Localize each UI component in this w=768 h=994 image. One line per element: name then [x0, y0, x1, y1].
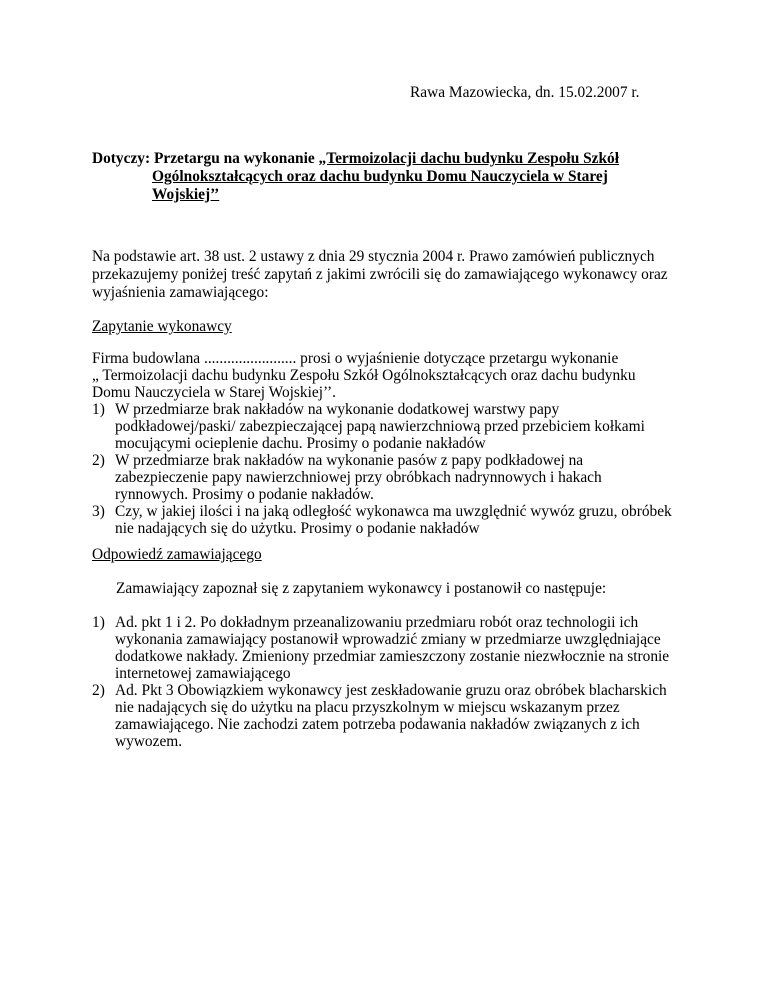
answer-item-1-line-2: wykonania zamawiający postanowił wprowadzić zmiany w przedmiarze uwzględniające	[115, 631, 661, 648]
question-item-2-line-2: zabezpieczenie papy nawierzchniowej przy obróbkach nadrynnowych i hakach	[115, 469, 602, 486]
answer-item-2-number: 2)	[92, 682, 105, 699]
question-item-1-line-1: W przedmiarze brak nakładów na wykonanie dodatkowej warstwy papy	[115, 401, 560, 418]
intro-line-1: Na podstawie art. 38 ust. 2 ustawy z dnia 29 stycznia 2004 r. Prawo zamówień publicznych	[92, 248, 655, 265]
answer-item-2-line-2: nie nadających się do użytku na placu przyszkolnym w miejscu wskazanym przez	[115, 699, 620, 716]
answer-item-2-line-1: Ad. Pkt 3 Obowiązkiem wykonawcy jest zeskładowanie gruzu oraz obróbek blacharskich	[115, 682, 667, 699]
question-heading: Zapytanie wykonawcy	[92, 318, 232, 335]
intro-line-2: przekazujemy poniżej treść zapytań z jakimi zwrócili się do zamawiającego wykonawcy oraz	[92, 266, 668, 283]
question-item-2-number: 2)	[92, 452, 105, 469]
answer-item-1-number: 1)	[92, 614, 105, 631]
subject-title-1: „Termoizolacji dachu budynku Zespołu Szkół	[318, 150, 620, 167]
question-line-1: Firma budowlana ........................ prosi o wyjaśnienie dotyczące przetargu wykonanie	[92, 350, 619, 367]
place-date: Rawa Mazowiecka, dn. 15.02.2007 r.	[410, 84, 640, 101]
answer-item-2-line-4: wywozem.	[115, 733, 183, 750]
question-item-3-line-1: Czy, w jakiej ilości i na jaką odległość wykonawca ma uwzględnić wywóz gruzu, obróbek	[115, 503, 672, 520]
answer-item-1-line-1: Ad. pkt 1 i 2. Po dokładnym przeanalizowaniu przedmiaru robót oraz technologii ich	[115, 614, 639, 631]
answer-item-2-line-3: zamawiającego. Nie zachodzi zatem potrzeba podawania nakładów związanych z ich	[115, 716, 640, 733]
question-item-3-number: 3)	[92, 503, 105, 520]
question-line-2: „ Termoizolacji dachu budynku Zespołu Szkół Ogólnokształcących oraz dachu budynku	[92, 367, 636, 384]
question-line-3: Domu Nauczyciela w Starej Wojskiej’’.	[92, 384, 336, 401]
question-item-2-line-1: W przedmiarze brak nakładów na wykonanie pasów z papy podkładowej na	[115, 452, 584, 469]
answer-item-1-line-3: dodatkowe nakłady. Zmieniony przedmiar zamieszczony zostanie niezwłocznie na stronie	[115, 648, 670, 665]
question-item-1-line-2: podkładowej/paski/ zabezpieczającej papą nawierzchniową przed przebiciem kołkami	[115, 418, 645, 435]
question-item-1-line-3: mocującymi ocieplenie dachu. Prosimy o podanie nakładów	[115, 435, 486, 452]
subject-title-3: Wojskiej’’	[152, 186, 220, 203]
answer-item-1-line-4: internetowej zamawiającego	[115, 665, 291, 682]
question-item-1-number: 1)	[92, 401, 105, 418]
intro-line-3: wyjaśnienia zamawiającego:	[92, 284, 269, 301]
subject-title-2: Ogólnokształcących oraz dachu budynku Domu Nauczyciela w Starej	[152, 168, 608, 185]
answer-intro: Zamawiający zapoznał się z zapytaniem wykonawcy i postanowił co następuje:	[116, 580, 607, 597]
answer-heading: Odpowiedź zamawiającego	[92, 546, 262, 563]
question-item-2-line-3: rynnowych. Prosimy o podanie nakładów.	[115, 486, 374, 503]
subject-label: Dotyczy: Przetargu na wykonanie	[92, 150, 319, 167]
question-item-3-line-2: nie nadających się do użytku. Prosimy o podanie nakładów	[115, 520, 480, 537]
subject-line-1	[92, 150, 619, 168]
